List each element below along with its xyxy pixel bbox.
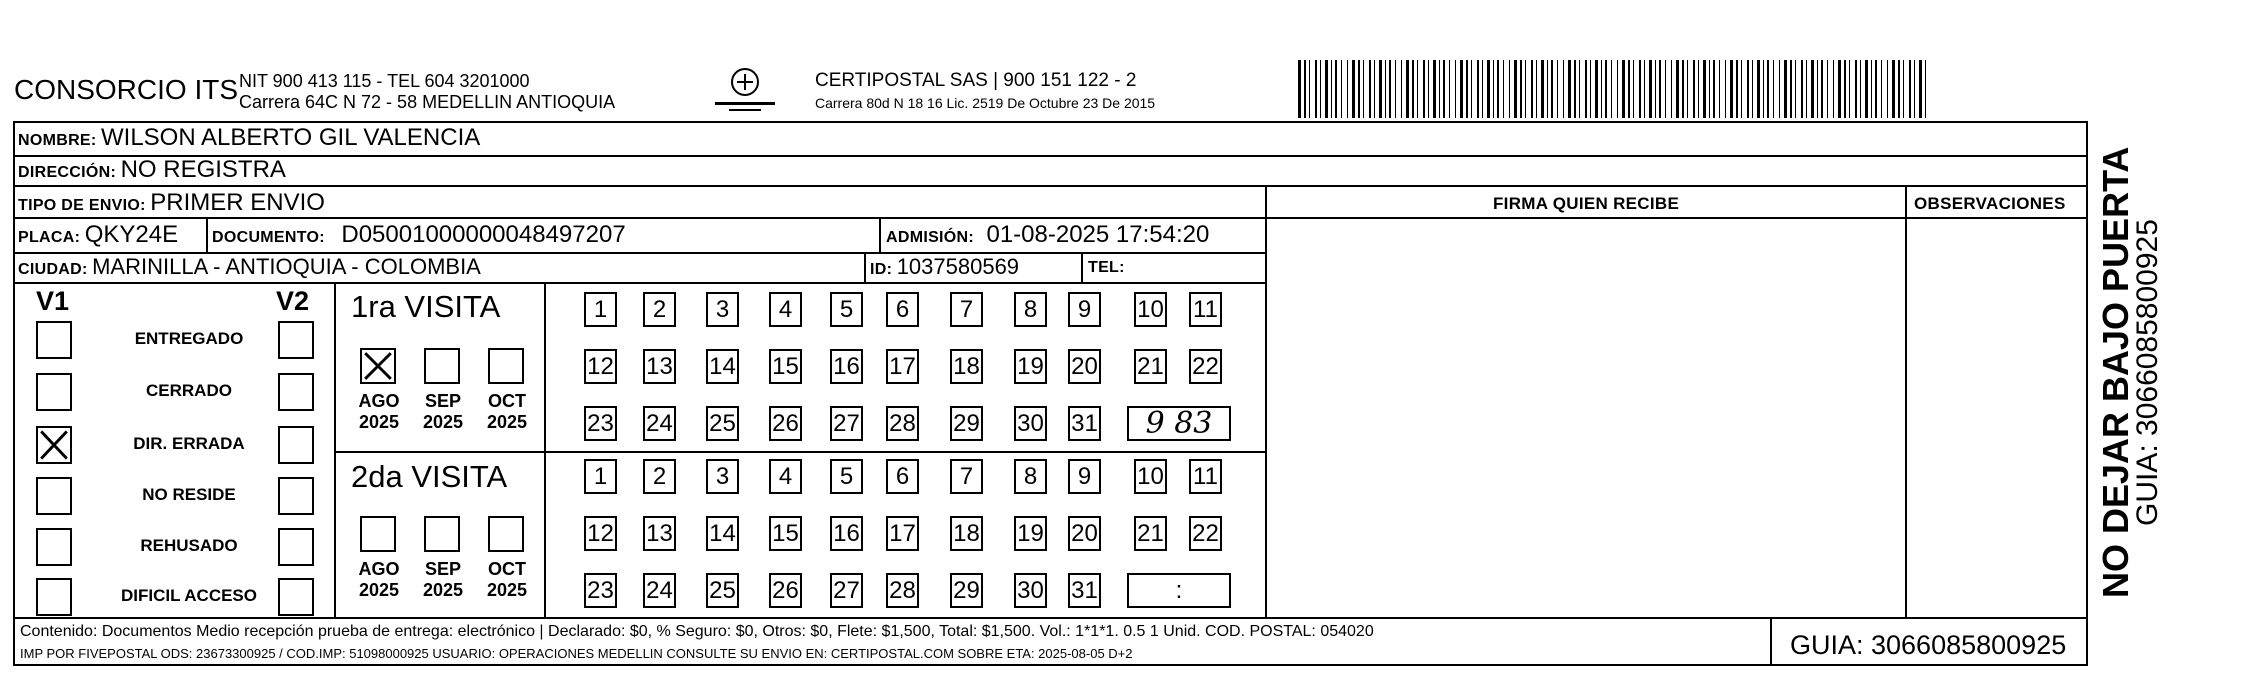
barcode-bar (1925, 60, 1926, 118)
v2-checkbox[interactable] (278, 578, 314, 616)
status-label: CERRADO (146, 381, 232, 400)
barcode-bar (1374, 60, 1375, 118)
direccion-value: NO REGISTRA (120, 156, 286, 183)
barcode-bar (1487, 60, 1490, 118)
day-box[interactable]: 4 (769, 292, 802, 327)
barcode-bar (1821, 60, 1823, 118)
month-label (411, 559, 475, 601)
barcode-bar (1763, 60, 1764, 118)
company-nit: NIT 900 413 115 - TEL 604 3201000 (239, 71, 530, 91)
month-label (347, 559, 411, 601)
day-box[interactable]: 11 (1189, 459, 1222, 494)
day-box[interactable]: 22 (1189, 516, 1222, 551)
documento-label: DOCUMENTO: (212, 229, 325, 246)
day-box[interactable]: 16 (830, 349, 863, 384)
placa-label: PLACA: (18, 229, 81, 246)
barcode-bar (1590, 60, 1591, 118)
day-box[interactable]: 16 (830, 516, 863, 551)
v2-checkbox[interactable] (278, 477, 314, 515)
id-label: ID: (870, 261, 893, 278)
barcode-bar (1563, 60, 1564, 118)
barcode-bar (1633, 60, 1634, 118)
status-label: REHUSADO (140, 536, 238, 555)
company-name: CONSORCIO ITS (14, 74, 239, 105)
company-address: Carrera 64C N 72 - 58 MEDELLIN ANTIOQUIA (239, 92, 616, 112)
day-box[interactable]: 19 (1014, 516, 1047, 551)
day-box[interactable]: 8 (1014, 459, 1047, 494)
day-box[interactable]: 8 (1014, 292, 1047, 327)
month-year: 2025 (422, 580, 464, 600)
barcode-bar (1551, 60, 1553, 118)
barcode-bar (1644, 60, 1645, 118)
day-box[interactable]: 31 (1068, 406, 1101, 441)
barcode-bar (1428, 60, 1429, 118)
barcode-bar (1477, 60, 1479, 118)
barcode-bar (1525, 60, 1526, 118)
barcode-bar (1574, 60, 1576, 118)
day-box[interactable]: 21 (1134, 516, 1167, 551)
status-label: DIFICIL ACCESO (120, 586, 257, 605)
id-value: 1037580569 (896, 254, 1020, 279)
time-box-first[interactable] (1127, 406, 1231, 441)
month-year: 2025 (486, 412, 528, 432)
barcode-bar (1395, 60, 1396, 118)
day-box[interactable]: 24 (643, 406, 676, 441)
month-checkbox[interactable] (360, 516, 396, 552)
barcode-bar (1466, 60, 1468, 118)
month-checkbox[interactable] (360, 348, 396, 384)
barcode-bar (1557, 60, 1558, 118)
barcode-bar (1497, 60, 1499, 118)
barcode-bar (1304, 60, 1306, 118)
barcode-bar (1433, 60, 1436, 118)
barcode-bar (1579, 60, 1580, 118)
day-box[interactable]: 29 (950, 406, 983, 441)
certipostal-logo-icon (705, 64, 785, 119)
barcode-bar (1493, 60, 1494, 118)
barcode-bar (1412, 60, 1414, 118)
barcode-bar (1406, 60, 1409, 118)
barcode-bar (1568, 60, 1571, 118)
observaciones-area[interactable] (1908, 219, 2085, 616)
barcode-bar (1741, 60, 1742, 118)
ciudad-label: CIUDAD: (18, 261, 88, 278)
barcode-bar (1401, 60, 1402, 118)
day-box[interactable]: 25 (706, 573, 739, 608)
day-box[interactable]: 2 (643, 292, 676, 327)
day-box[interactable]: 1 (584, 292, 617, 327)
barcode-bar (1838, 60, 1841, 118)
barcode-bar (1703, 60, 1706, 118)
placa-value: QKY24E (84, 221, 179, 248)
time-box-second[interactable] (1127, 573, 1231, 608)
tipo-label: TIPO DE ENVIO: (18, 197, 146, 214)
month-name: OCT (488, 391, 526, 411)
barcode-bar (1460, 60, 1463, 118)
v1-checkbox[interactable] (36, 373, 72, 411)
barcode-bar (1347, 60, 1348, 118)
month-label (475, 559, 539, 601)
barcode-bar (1713, 60, 1715, 118)
documento-row (212, 221, 626, 249)
handwritten-time: 9 83 (1145, 406, 1213, 441)
day-box[interactable]: 3 (706, 459, 739, 494)
day-box[interactable]: 7 (950, 459, 983, 494)
barcode-bar (1439, 60, 1440, 118)
barcode-bar (1736, 60, 1738, 118)
day-box[interactable]: 5 (830, 292, 863, 327)
carrier-name: CERTIPOSTAL SAS | 900 151 122 - 2 (815, 70, 1137, 91)
month-year: 2025 (358, 580, 400, 600)
barcode-bar (1682, 60, 1684, 118)
day-box[interactable]: 18 (950, 349, 983, 384)
day-box[interactable]: 31 (1068, 573, 1101, 608)
barcode-bar (1709, 60, 1710, 118)
barcode-bar (1509, 60, 1510, 118)
barcode-bar (1639, 60, 1641, 118)
barcode-bar (1806, 60, 1807, 118)
admision-value: 01-08-2025 17:54:20 (986, 221, 1210, 248)
day-box[interactable]: 21 (1134, 349, 1167, 384)
nombre-value: WILSON ALBERTO GIL VALENCIA (101, 124, 481, 151)
barcode-bar (1817, 60, 1818, 118)
barcode-bar (1341, 60, 1342, 118)
barcode-bar (1752, 60, 1753, 118)
barcode-bar (1659, 60, 1661, 118)
day-box[interactable]: 22 (1189, 349, 1222, 384)
v2-checkbox[interactable] (278, 321, 314, 359)
barcode-bar (1693, 60, 1695, 118)
day-box[interactable]: 27 (830, 406, 863, 441)
day-box[interactable]: 6 (886, 292, 919, 327)
barcode-bar (1757, 60, 1760, 118)
barcode-bar (1649, 60, 1652, 118)
barcode-bar (1730, 60, 1733, 118)
day-box[interactable]: 30 (1014, 573, 1047, 608)
barcode-bar (1725, 60, 1726, 118)
firma-label: FIRMA QUIEN RECIBE (1493, 194, 1680, 213)
id-row (870, 254, 1019, 280)
day-box[interactable]: 17 (886, 349, 919, 384)
side-guia: GUIA: 3066085800925 (2131, 219, 2164, 526)
day-box[interactable]: 9 (1068, 459, 1101, 494)
barcode-bar (1767, 60, 1769, 118)
second-visit-label: 2da VISITA (351, 459, 508, 494)
day-box[interactable]: 1 (584, 459, 617, 494)
barcode-bar (1671, 60, 1672, 118)
barcode-bar (1482, 60, 1483, 118)
day-box[interactable]: 15 (769, 349, 802, 384)
barcode-bar (1773, 60, 1774, 118)
barcode-bar (1617, 60, 1618, 118)
firma-area[interactable] (1268, 219, 1904, 616)
day-box[interactable]: 26 (769, 573, 802, 608)
day-box[interactable]: 28 (886, 573, 919, 608)
day-box[interactable]: 14 (706, 516, 739, 551)
imp-text: IMP POR FIVEPOSTAL ODS: 23673300925 / COD.IMP: 51098000925 USUARIO: OPERACIONES MEDELLIN CONSULTE SU ENVIO EN: CERTIPOSTAL.COM SOBRE ETA: 2025-08-05 D+2 (20, 646, 1133, 661)
barcode-bar (1585, 60, 1587, 118)
day-box[interactable]: 11 (1189, 292, 1222, 327)
day-box[interactable]: 4 (769, 459, 802, 494)
month-name: SEP (424, 391, 462, 411)
tipo-row (18, 189, 325, 217)
month-label (475, 391, 539, 433)
nombre-row (18, 124, 480, 152)
barcode-bar (1309, 60, 1310, 118)
v1-checkbox[interactable] (36, 477, 72, 515)
admision-label: ADMISIÓN: (886, 229, 975, 246)
barcode-bar (1827, 60, 1828, 118)
documento-value: D05001000000048497207 (341, 221, 626, 248)
barcode-bar (1471, 60, 1472, 118)
barcode-bar (1687, 60, 1688, 118)
barcode-bar (1547, 60, 1548, 118)
barcode-bar (1455, 60, 1456, 118)
v1-label: V1 (36, 286, 70, 316)
barcode-bar (1860, 60, 1861, 118)
barcode-bar (1520, 60, 1522, 118)
day-box[interactable]: 12 (584, 349, 617, 384)
barcode-bar (1449, 60, 1450, 118)
day-box[interactable]: 29 (950, 573, 983, 608)
observaciones-label: OBSERVACIONES (1914, 194, 2066, 213)
barcode-bar (1389, 60, 1391, 118)
month-checkbox[interactable] (488, 516, 524, 552)
month-name: AGO (358, 559, 400, 579)
barcode-bar (1892, 60, 1895, 118)
barcode-bar (1865, 60, 1868, 118)
barcode-bar (1379, 60, 1382, 118)
day-box[interactable]: 17 (886, 516, 919, 551)
day-box[interactable]: 27 (830, 573, 863, 608)
v2-label: V2 (276, 286, 310, 316)
barcode-bar (1541, 60, 1544, 118)
barcode-bar (1423, 60, 1425, 118)
day-box[interactable]: 10 (1134, 459, 1167, 494)
barcode-bar (1784, 60, 1787, 118)
direccion-row (18, 156, 286, 184)
day-box[interactable]: 14 (706, 349, 739, 384)
day-box[interactable]: 20 (1068, 349, 1101, 384)
barcode-bar (1919, 60, 1922, 118)
barcode-bar (1855, 60, 1857, 118)
status-label: DIR. ERRADA (133, 434, 245, 453)
v1-checkbox[interactable] (36, 426, 72, 464)
day-box[interactable]: 5 (830, 459, 863, 494)
barcode-bar (1503, 60, 1504, 118)
month-label (347, 391, 411, 433)
barcode-bar (1325, 60, 1328, 118)
barcode-bar (1385, 60, 1386, 118)
ciudad-value: MARINILLA - ANTIOQUIA - COLOMBIA (92, 254, 481, 279)
carrier-address: Carrera 80d N 18 16 Lic. 2519 De Octubre 23 De 2015 (815, 95, 1156, 111)
v2-checkbox[interactable] (278, 528, 314, 566)
v2-checkbox[interactable] (278, 426, 314, 464)
barcode-bar (1844, 60, 1846, 118)
day-box[interactable]: 13 (643, 516, 676, 551)
barcode-bar (1320, 60, 1321, 118)
footer-guia: GUIA: 3066085800925 (1790, 630, 2067, 660)
contenido-text: Contenido: Documentos Medio recepción prueba de entrega: electrónico | Declarado: $0, % Seguro: $0, Otros: $0, Flete: $1,500, Total: $1,500. Vol.: 1*1*1. 0.5 1 Unid. COD. POSTAL: 054020 (20, 623, 1374, 640)
nombre-label: NOMBRE: (18, 132, 97, 149)
day-box[interactable]: 26 (769, 406, 802, 441)
time-placeholder: : (1175, 576, 1183, 604)
day-box[interactable]: 23 (584, 573, 617, 608)
month-label (411, 391, 475, 433)
barcode-bar (1747, 60, 1749, 118)
barcode-bar (1914, 60, 1915, 118)
barcode-bar (1790, 60, 1792, 118)
day-box[interactable]: 12 (584, 516, 617, 551)
month-checkbox[interactable] (488, 348, 524, 384)
status-label: ENTREGADO (134, 329, 244, 348)
barcode-bar (1871, 60, 1872, 118)
barcode-bar (1601, 60, 1602, 118)
barcode-bar (1719, 60, 1720, 118)
direccion-label: DIRECCIÓN: (18, 164, 117, 181)
barcode-bar (1811, 60, 1814, 118)
month-checkbox[interactable] (424, 348, 460, 384)
v1-checkbox[interactable] (36, 578, 72, 616)
barcode-bar (1655, 60, 1656, 118)
side-warning: NO DEJAR BAJO PUERTA (2095, 146, 2136, 598)
tipo-value: PRIMER ENVIO (150, 189, 325, 216)
barcode-bar (1665, 60, 1666, 118)
admision-row (886, 221, 1209, 249)
barcode-bar (1676, 60, 1679, 118)
day-box[interactable]: 20 (1068, 516, 1101, 551)
barcode-bar (1898, 60, 1900, 118)
v2-checkbox[interactable] (278, 373, 314, 411)
ciudad-row (18, 254, 481, 280)
barcode-bar (1531, 60, 1533, 118)
barcode-bar (1622, 60, 1625, 118)
barcode-bar (1358, 60, 1360, 118)
barcode-bar (1315, 60, 1317, 118)
barcode-bar (1779, 60, 1780, 118)
barcode (1298, 60, 1930, 118)
day-box[interactable]: 13 (643, 349, 676, 384)
day-box[interactable]: 15 (769, 516, 802, 551)
barcode-bar (1903, 60, 1904, 118)
placa-row (18, 221, 178, 249)
day-box[interactable]: 3 (706, 292, 739, 327)
barcode-bar (1443, 60, 1445, 118)
day-box[interactable]: 7 (950, 292, 983, 327)
day-box[interactable]: 25 (706, 406, 739, 441)
day-box[interactable]: 2 (643, 459, 676, 494)
barcode-bar (1795, 60, 1796, 118)
barcode-bar (1514, 60, 1517, 118)
barcode-bar (1369, 60, 1371, 118)
month-name: OCT (488, 559, 526, 579)
barcode-bar (1801, 60, 1803, 118)
barcode-bar (1875, 60, 1877, 118)
barcode-bar (1335, 60, 1337, 118)
v1-checkbox[interactable] (36, 321, 72, 359)
month-name: AGO (358, 391, 400, 411)
month-year: 2025 (486, 580, 528, 600)
barcode-bar (1909, 60, 1911, 118)
day-box[interactable]: 6 (886, 459, 919, 494)
barcode-bar (1417, 60, 1418, 118)
first-visit-label: 1ra VISITA (351, 289, 501, 324)
barcode-bar (1331, 60, 1332, 118)
barcode-bar (1352, 60, 1355, 118)
barcode-bar (1628, 60, 1630, 118)
barcode-bar (1605, 60, 1607, 118)
day-box[interactable]: 19 (1014, 349, 1047, 384)
day-box[interactable]: 10 (1134, 292, 1167, 327)
day-box[interactable]: 24 (643, 573, 676, 608)
v1-checkbox[interactable] (36, 528, 72, 566)
month-year: 2025 (422, 412, 464, 432)
barcode-bar (1849, 60, 1850, 118)
barcode-bar (1536, 60, 1537, 118)
day-box[interactable]: 23 (584, 406, 617, 441)
status-label: NO RESIDE (142, 485, 236, 504)
day-box[interactable]: 18 (950, 516, 983, 551)
barcode-bar (1611, 60, 1612, 118)
day-box[interactable]: 9 (1068, 292, 1101, 327)
barcode-bar (1298, 60, 1301, 118)
month-name: SEP (424, 559, 462, 579)
day-box[interactable]: 28 (886, 406, 919, 441)
barcode-bar (1363, 60, 1364, 118)
barcode-bar (1595, 60, 1598, 118)
tel-label: TEL: (1088, 259, 1125, 276)
day-box[interactable]: 30 (1014, 406, 1047, 441)
barcode-bar (1698, 60, 1699, 118)
barcode-bar (1887, 60, 1888, 118)
barcode-bar (1833, 60, 1834, 118)
barcode-bar (1881, 60, 1882, 118)
month-year: 2025 (358, 412, 400, 432)
month-checkbox[interactable] (424, 516, 460, 552)
